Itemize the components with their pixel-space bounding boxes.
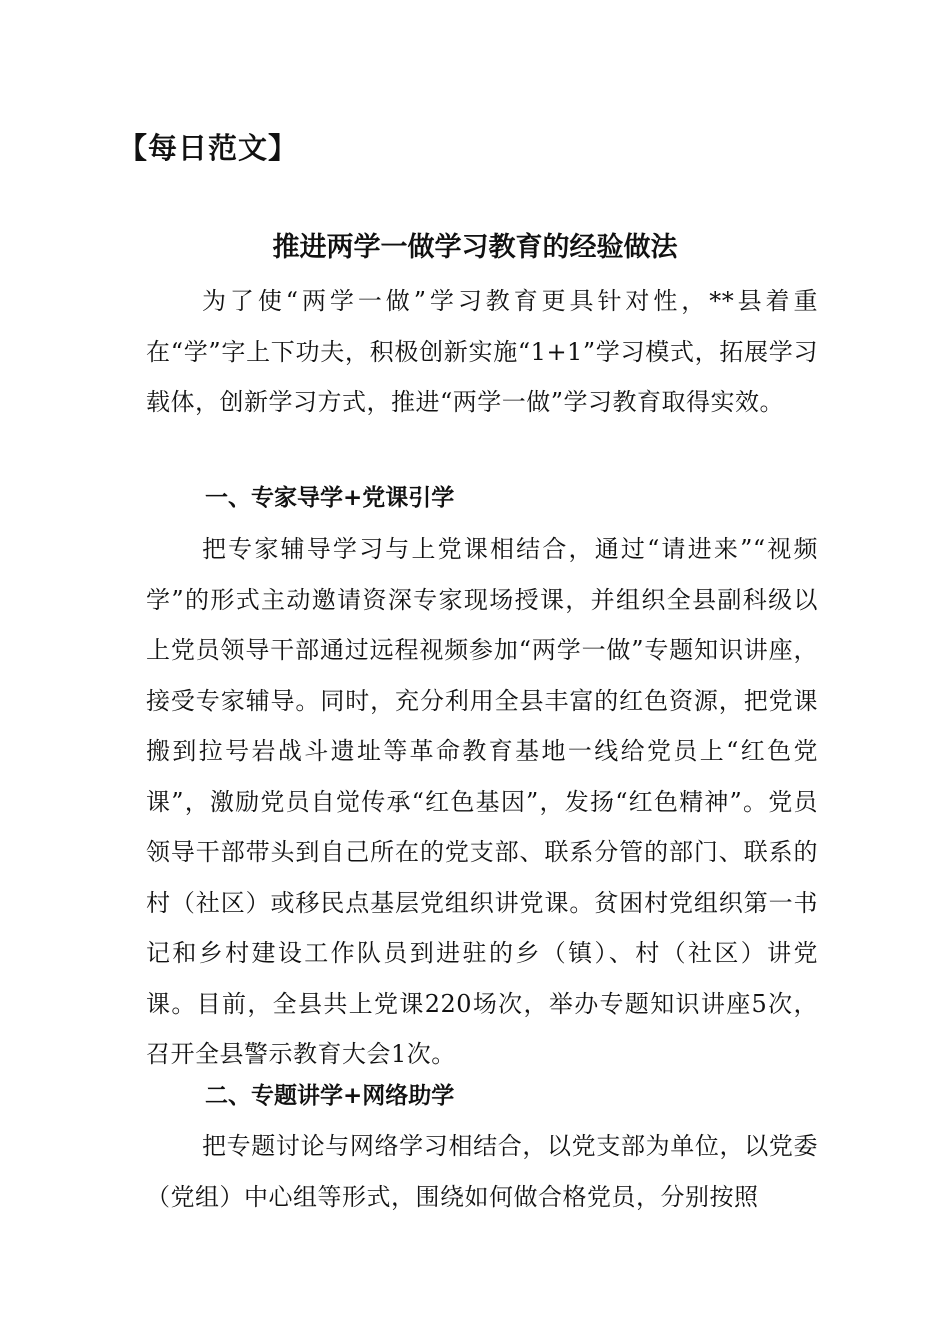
intro-paragraph: 为了使“两学一做”学习教育更具针对性，**县着重在“学”字上下功夫，积极创新实施“1+1”学习模式，拓展学习载体，创新学习方式，推进“两学一做”学习教育取得实效。 bbox=[146, 287, 818, 416]
section-body-2: 把专题讨论与网络学习相结合，以党支部为单位，以党委（党组）中心组等形式，围绕如何做合格党员，分别按照 bbox=[146, 1132, 818, 1211]
document-title: 推进两学一做学习教育的经验做法 bbox=[272, 232, 678, 263]
section-body-1: 把专家辅导学习与上党课相结合，通过“请进来”“视频学”的形式主动邀请资深专家现场授课，并组织全县副科级以上党员领导干部通过远程视频参加“两学一做”专题知识讲座，接受专家辅导。同时，充分利用全县丰富的红色资源，把党课搬到拉号岩战斗遗址等革命教育基地一线给党员上“红色党课”，激励党员自觉传承“红色基因”，发扬“红色精神”。党员领导干部带头到自己所在的党支部、联系分管的部门、联系的村（社区）或移民点基层党组织讲党课。贫困村党组织第一书记和乡村建设工作队员到进驻的乡（镇）、村（社区）讲党课。目前，全县共上党课220场次，举办专题知识讲座5次，召开全县警示教育大会1次。 bbox=[146, 535, 818, 1068]
column-tag: 【每日范文】 bbox=[118, 131, 299, 165]
section-heading-1: 一、专家导学+党课引学 bbox=[205, 485, 455, 511]
section-heading-2: 二、专题讲学+网络助学 bbox=[205, 1083, 455, 1109]
